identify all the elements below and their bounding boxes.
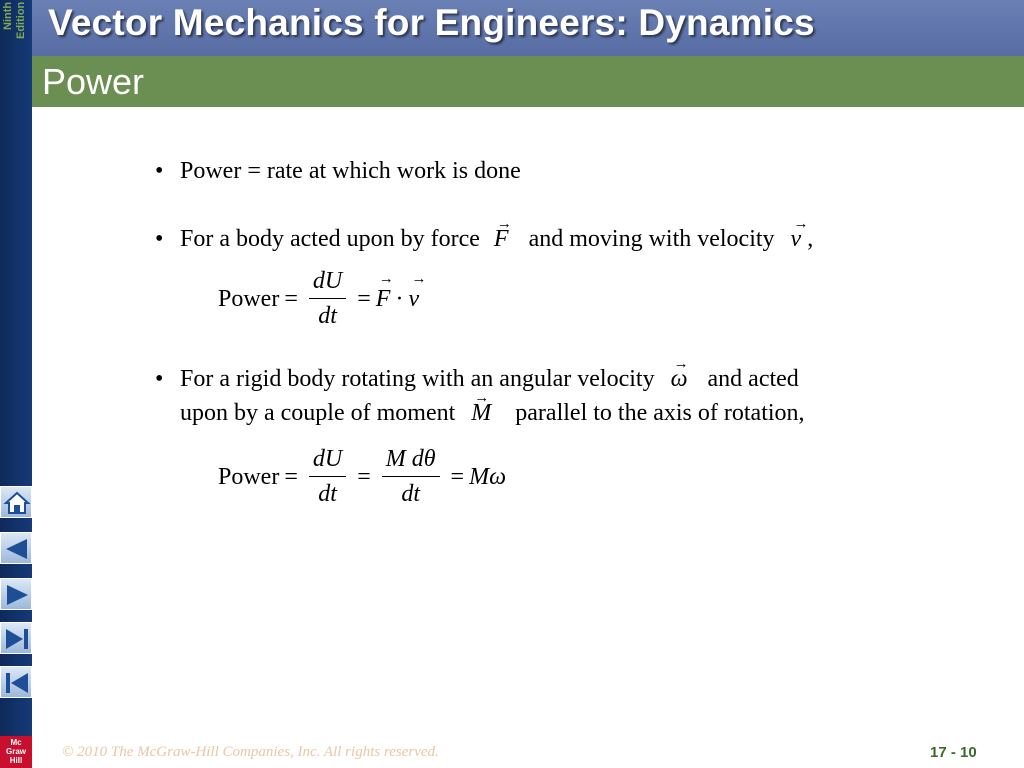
bullet-2-text-middle: and moving with velocity xyxy=(528,226,775,252)
bullet-1 xyxy=(155,154,521,188)
equation-2 xyxy=(218,446,506,508)
skip-start-icon xyxy=(3,669,31,697)
eq1-force-vector: → F xyxy=(376,286,391,313)
bullet-3-line-1-before: For a rigid body rotating with an angular velocity xyxy=(180,366,655,392)
home-button[interactable] xyxy=(0,486,32,518)
course-title: Vector Mechanics for Engineers: Dynamics xyxy=(48,2,815,43)
bullet-3-line-1-after: and acted xyxy=(707,366,799,392)
eq1-equals-2: = xyxy=(357,285,371,312)
previous-slide-button[interactable] xyxy=(0,532,32,564)
bullet-3-continuation xyxy=(180,396,805,430)
angular-velocity-vector-symbol: → ω xyxy=(671,362,688,396)
edition-line-1: Ninth xyxy=(2,2,14,31)
equation-1 xyxy=(218,268,419,330)
logo-line-1: Mc xyxy=(10,738,22,747)
eq1-fraction xyxy=(309,268,346,330)
force-vector-symbol: → F xyxy=(494,222,509,256)
page-number: 17 - 10 xyxy=(930,744,977,761)
eq2-lhs: Power xyxy=(218,463,280,490)
eq1-dot-operator: · xyxy=(395,285,404,312)
eq1-equals-1: = xyxy=(284,285,298,312)
logo-line-2: Graw xyxy=(5,747,26,756)
eq1-frac-numerator: dU xyxy=(309,268,346,299)
eq1-velocity-vector: → v xyxy=(408,286,419,313)
eq2-equals-3: = xyxy=(450,463,465,490)
bullet-dot: • xyxy=(155,366,164,392)
left-arrow-icon xyxy=(3,535,31,563)
logo-line-3: Hill xyxy=(9,756,23,765)
bullet-3-line-2-before: upon by a couple of moment xyxy=(180,400,456,426)
bullet-1-text: Power = rate at which work is done xyxy=(180,158,521,184)
eq2-equals-2: = xyxy=(357,463,371,490)
velocity-vector-symbol: → v xyxy=(791,222,802,256)
slide-title: Power xyxy=(42,61,145,102)
skip-end-icon xyxy=(3,625,31,653)
bullet-2 xyxy=(155,222,813,256)
eq2-frac1-numerator: dU xyxy=(309,446,346,477)
right-arrow-icon xyxy=(3,581,31,609)
eq1-lhs: Power xyxy=(218,285,280,312)
eq2-frac2-denominator: dt xyxy=(401,481,420,507)
bullet-dot: • xyxy=(155,226,164,252)
last-slide-button[interactable] xyxy=(0,622,32,654)
eq2-fraction-1 xyxy=(309,446,346,508)
bullet-3-line-2-after: parallel to the axis of rotation, xyxy=(515,400,805,426)
eq1-frac-denominator: dt xyxy=(318,303,337,329)
home-icon xyxy=(3,489,31,517)
first-slide-button[interactable] xyxy=(0,666,32,698)
eq2-rhs: Mω xyxy=(469,463,507,490)
eq2-frac2-numerator: M dθ xyxy=(382,446,440,477)
edition-line-2: Edition xyxy=(15,2,27,40)
bullet-2-text-after: , xyxy=(807,226,814,252)
bullet-2-text-before: For a body acted upon by force xyxy=(180,226,480,252)
bullet-dot: • xyxy=(155,158,164,184)
copyright-notice: © 2010 The McGraw-Hill Companies, Inc. All rights reserved. xyxy=(62,744,439,760)
next-slide-button[interactable] xyxy=(0,578,32,610)
eq2-frac1-denominator: dt xyxy=(318,481,337,507)
moment-vector-symbol: → M xyxy=(471,396,491,430)
eq2-fraction-2 xyxy=(382,446,440,508)
mcgraw-hill-logo xyxy=(0,736,32,768)
eq2-equals-1: = xyxy=(284,463,298,490)
